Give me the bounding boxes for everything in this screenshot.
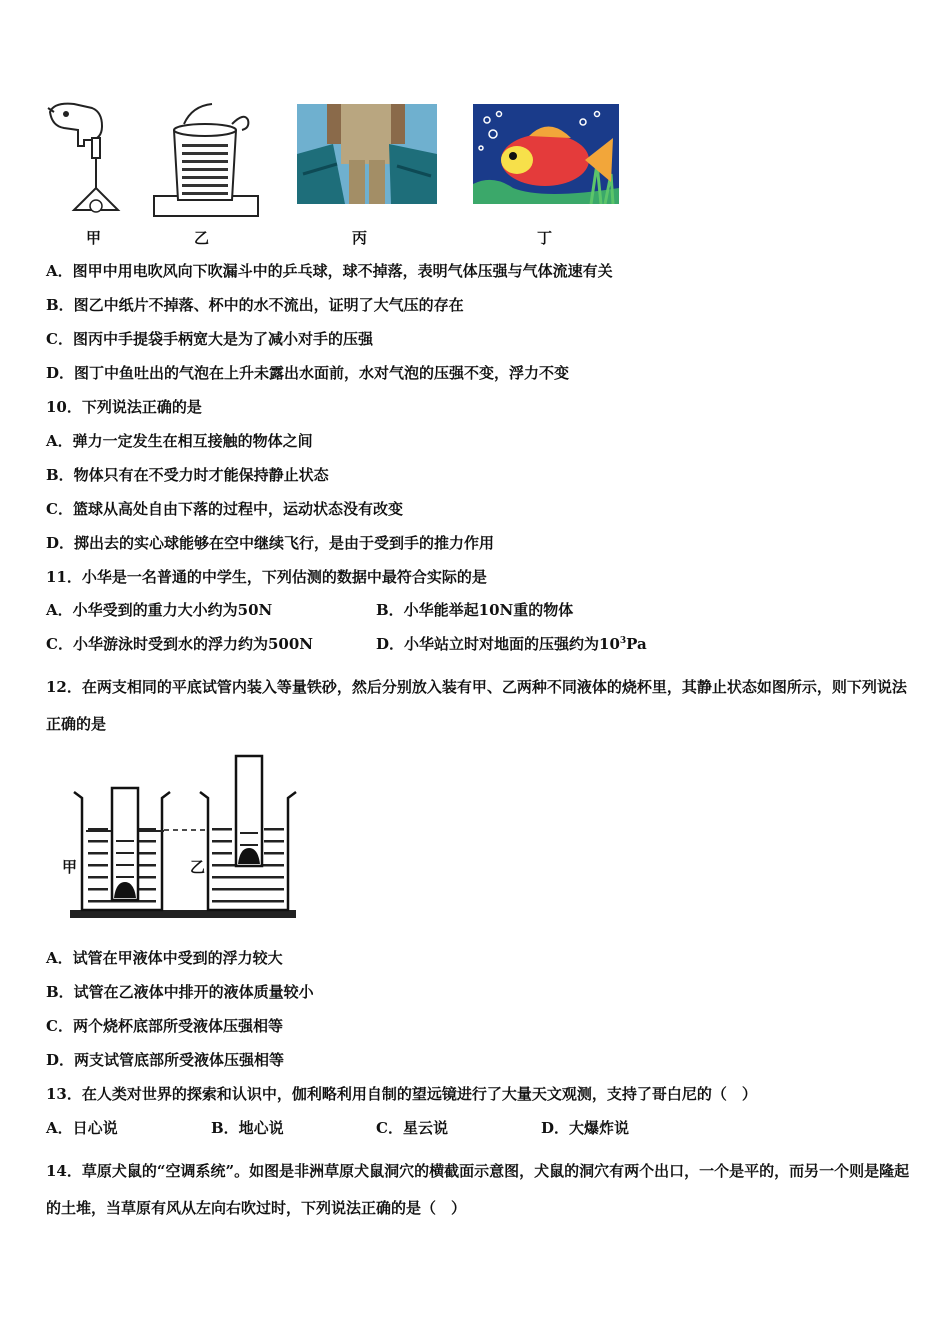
q11-option-c: C．小华游泳时受到水的浮力约为500N <box>46 635 313 653</box>
q11-option-d-unit: Pa <box>626 635 647 653</box>
figure-jia-hair-dryer <box>44 100 124 222</box>
q9-option-c: C．图丙中手提袋手柄宽大是为了减小对手的压强 <box>46 330 373 348</box>
q10-stem: 10．下列说法正确的是 <box>46 398 202 416</box>
figure-q12-label-jia: 甲 <box>62 858 78 876</box>
q10-option-b: B．物体只有在不受力时才能保持静止状态 <box>46 466 329 484</box>
q12-option-d: D．两支试管底部所受液体压强相等 <box>46 1051 285 1069</box>
q11-option-a: A．小华受到的重力大小约为50N <box>46 601 273 619</box>
q10-option-d: D．掷出去的实心球能够在空中继续飞行，是由于受到手的推力作用 <box>46 534 495 552</box>
q13-option-d: D．大爆炸说 <box>541 1119 630 1137</box>
q10-option-a: A．弹力一定发生在相互接触的物体之间 <box>46 432 313 450</box>
q9-option-a: A．图甲中用电吹风向下吹漏斗中的乒乓球，球不掉落，表明气体压强与气体流速有关 <box>46 262 613 280</box>
q11-option-d-exponent: 3 <box>619 636 627 646</box>
q13-option-b: B．地心说 <box>211 1119 284 1137</box>
q14-stem: 14．草原犬鼠的“空调系统”。如图是非洲草原犬鼠洞穴的横截面示意图，犬鼠的洞穴有两个出口，一个是平的，而另一个则是隆起的土堆，当草原有风从左向右吹过时，下列说法正确的是（ ） <box>46 1162 910 1217</box>
figure-caption-jia: 甲 <box>86 229 102 247</box>
q12-option-a: A．试管在甲液体中受到的浮力较大 <box>46 949 283 967</box>
figure-caption-yi: 乙 <box>194 229 210 247</box>
figure-caption-bing: 丙 <box>352 229 368 247</box>
figure-ding-fish <box>473 104 619 204</box>
q11-option-d-text: D．小华站立时对地面的压强约为10 <box>376 635 620 653</box>
figure-bing-shopping-bags <box>297 104 437 204</box>
q13-stem: 13．在人类对世界的探索和认识中，伽利略利用自制的望远镜进行了大量天文观测，支持了哥白尼的（ ） <box>46 1085 757 1103</box>
q11-option-b: B．小华能举起10N重的物体 <box>376 601 574 619</box>
figure-q12-label-yi: 乙 <box>190 858 206 876</box>
q13-option-c: C．星云说 <box>376 1119 448 1137</box>
q12-stem: 12．在两支相同的平底试管内装入等量铁砂，然后分别放入装有甲、乙两种不同液体的烧杯里，其静止状态如图所示，则下列说法正确的是 <box>46 678 907 733</box>
q12-option-c: C．两个烧杯底部所受液体压强相等 <box>46 1017 283 1035</box>
q13-option-a: A．日心说 <box>46 1119 118 1137</box>
figure-q12-beakers <box>60 752 300 924</box>
figure-caption-ding: 丁 <box>537 229 553 247</box>
q11-option-d <box>376 634 647 654</box>
figure-yi-inverted-cup <box>152 100 260 222</box>
q10-option-c: C．篮球从高处自由下落的过程中，运动状态没有改变 <box>46 500 403 518</box>
q9-option-d: D．图丁中鱼吐出的气泡在上升未露出水面前，水对气泡的压强不变，浮力不变 <box>46 364 570 382</box>
q9-option-b: B．图乙中纸片不掉落、杯中的水不流出，证明了大气压的存在 <box>46 296 464 314</box>
q12-option-b: B．试管在乙液体中排开的液体质量较小 <box>46 983 314 1001</box>
q11-stem: 11．小华是一名普通的中学生，下列估测的数据中最符合实际的是 <box>46 568 487 586</box>
